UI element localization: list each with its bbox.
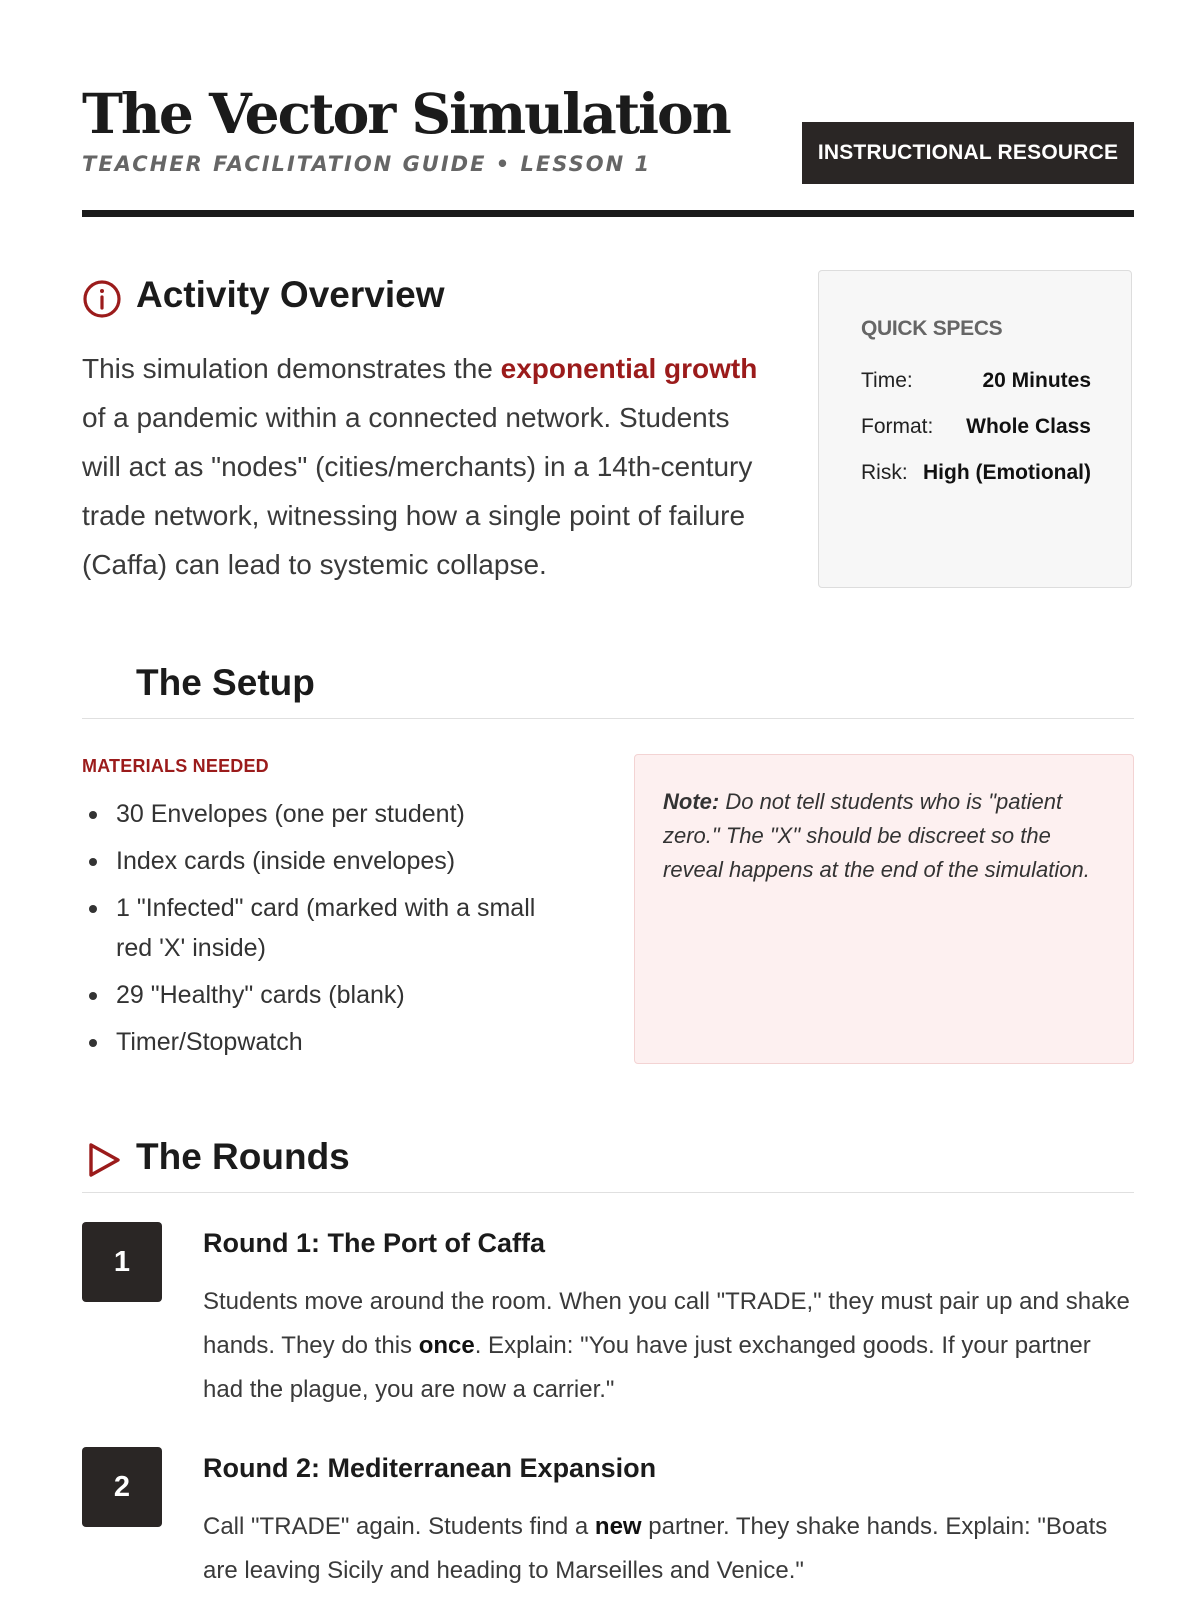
note-text — [663, 785, 1105, 887]
spec-label: Time: — [861, 369, 913, 392]
round-text-emphasis: new — [594, 1513, 642, 1540]
list-item — [82, 841, 562, 881]
setup-divider — [82, 718, 1134, 719]
spec-value: High (Emotional) — [923, 461, 1091, 484]
rounds-divider — [82, 1192, 1134, 1193]
round-title: Round 1: The Port of Caffa — [203, 1228, 545, 1258]
round-text-start: Call "TRADE" again. Students find a — [203, 1513, 595, 1540]
list-item — [82, 1022, 562, 1062]
overview-highlight: exponential growth — [500, 353, 758, 384]
list-item — [82, 975, 562, 1015]
round-description — [203, 1280, 1134, 1412]
overview-paragraph — [82, 344, 772, 589]
spec-value: 20 Minutes — [982, 369, 1091, 392]
info-circle-icon — [82, 279, 122, 319]
list-item — [82, 888, 562, 968]
page-subtitle: TEACHER FACILITATION GUIDE • LESSON 1 — [82, 152, 652, 176]
list-item — [82, 794, 562, 834]
resource-badge: INSTRUCTIONAL RESOURCE — [802, 122, 1134, 184]
setup-heading: The Setup — [136, 662, 315, 703]
play-triangle-icon — [86, 1141, 122, 1179]
material-text: 1 "Infected" card (marked with a small red 'X' inside) — [116, 894, 536, 962]
facilitator-note — [634, 754, 1134, 1064]
bullet-icon — [89, 858, 97, 866]
document-header — [82, 82, 1134, 217]
overview-text-end: of a pandemic within a connected network. Students will act as "nodes" (cities/merchants) in a 14th-century trade network, witnessing how a single point of failure (Caffa) can lead to systemic collapse. — [82, 402, 753, 580]
page-title: The Vector Simulation — [82, 81, 730, 146]
spec-row-risk — [861, 461, 1091, 485]
quick-specs-title: QUICK SPECS — [861, 317, 1003, 340]
material-text: 30 Envelopes (one per student) — [116, 800, 465, 828]
header-divider — [82, 210, 1134, 217]
spec-value: Whole Class — [966, 415, 1091, 438]
spec-row-format — [861, 415, 1091, 439]
materials-label: MATERIALS NEEDED — [82, 756, 269, 776]
note-body: Do not tell students who is "patient zero." The "X" should be discreet so the reveal happens at the end of the simulation. — [663, 789, 1090, 882]
round-text-start: Students move around the room. When you call "TRADE," they must pair up and shake hands. They do this — [203, 1288, 1130, 1359]
quick-specs-card — [818, 270, 1132, 588]
note-label: Note: — [663, 789, 720, 814]
bullet-icon — [89, 905, 97, 913]
bullet-icon — [89, 1039, 97, 1047]
spec-row-time — [861, 369, 1091, 393]
activity-overview-heading: Activity Overview — [136, 274, 445, 315]
round-text-end: partner. They shake hands. Explain: "Boats are leaving Sicily and heading to Marseilles and Venice." — [203, 1513, 1108, 1584]
spec-label: Risk: — [861, 461, 908, 484]
round-text-emphasis: once — [418, 1332, 475, 1359]
round-title: Round 2: Mediterranean Expansion — [203, 1453, 657, 1483]
bullet-icon — [89, 811, 97, 819]
material-text: Timer/Stopwatch — [116, 1028, 303, 1056]
overview-text-start: This simulation demonstrates the — [82, 353, 501, 384]
spec-label: Format: — [861, 415, 934, 438]
round-text-end: . Explain: "You have just exchanged goods. If your partner had the plague, you are now a carrier." — [203, 1332, 1091, 1403]
material-text: Index cards (inside envelopes) — [116, 847, 456, 875]
round-number-badge: 1 — [82, 1222, 162, 1302]
material-text: 29 "Healthy" cards (blank) — [116, 981, 405, 1009]
round-number-badge: 2 — [82, 1447, 162, 1527]
bullet-icon — [89, 992, 97, 1000]
round-description — [203, 1505, 1134, 1593]
rounds-heading: The Rounds — [136, 1136, 350, 1177]
materials-list — [82, 794, 562, 1069]
